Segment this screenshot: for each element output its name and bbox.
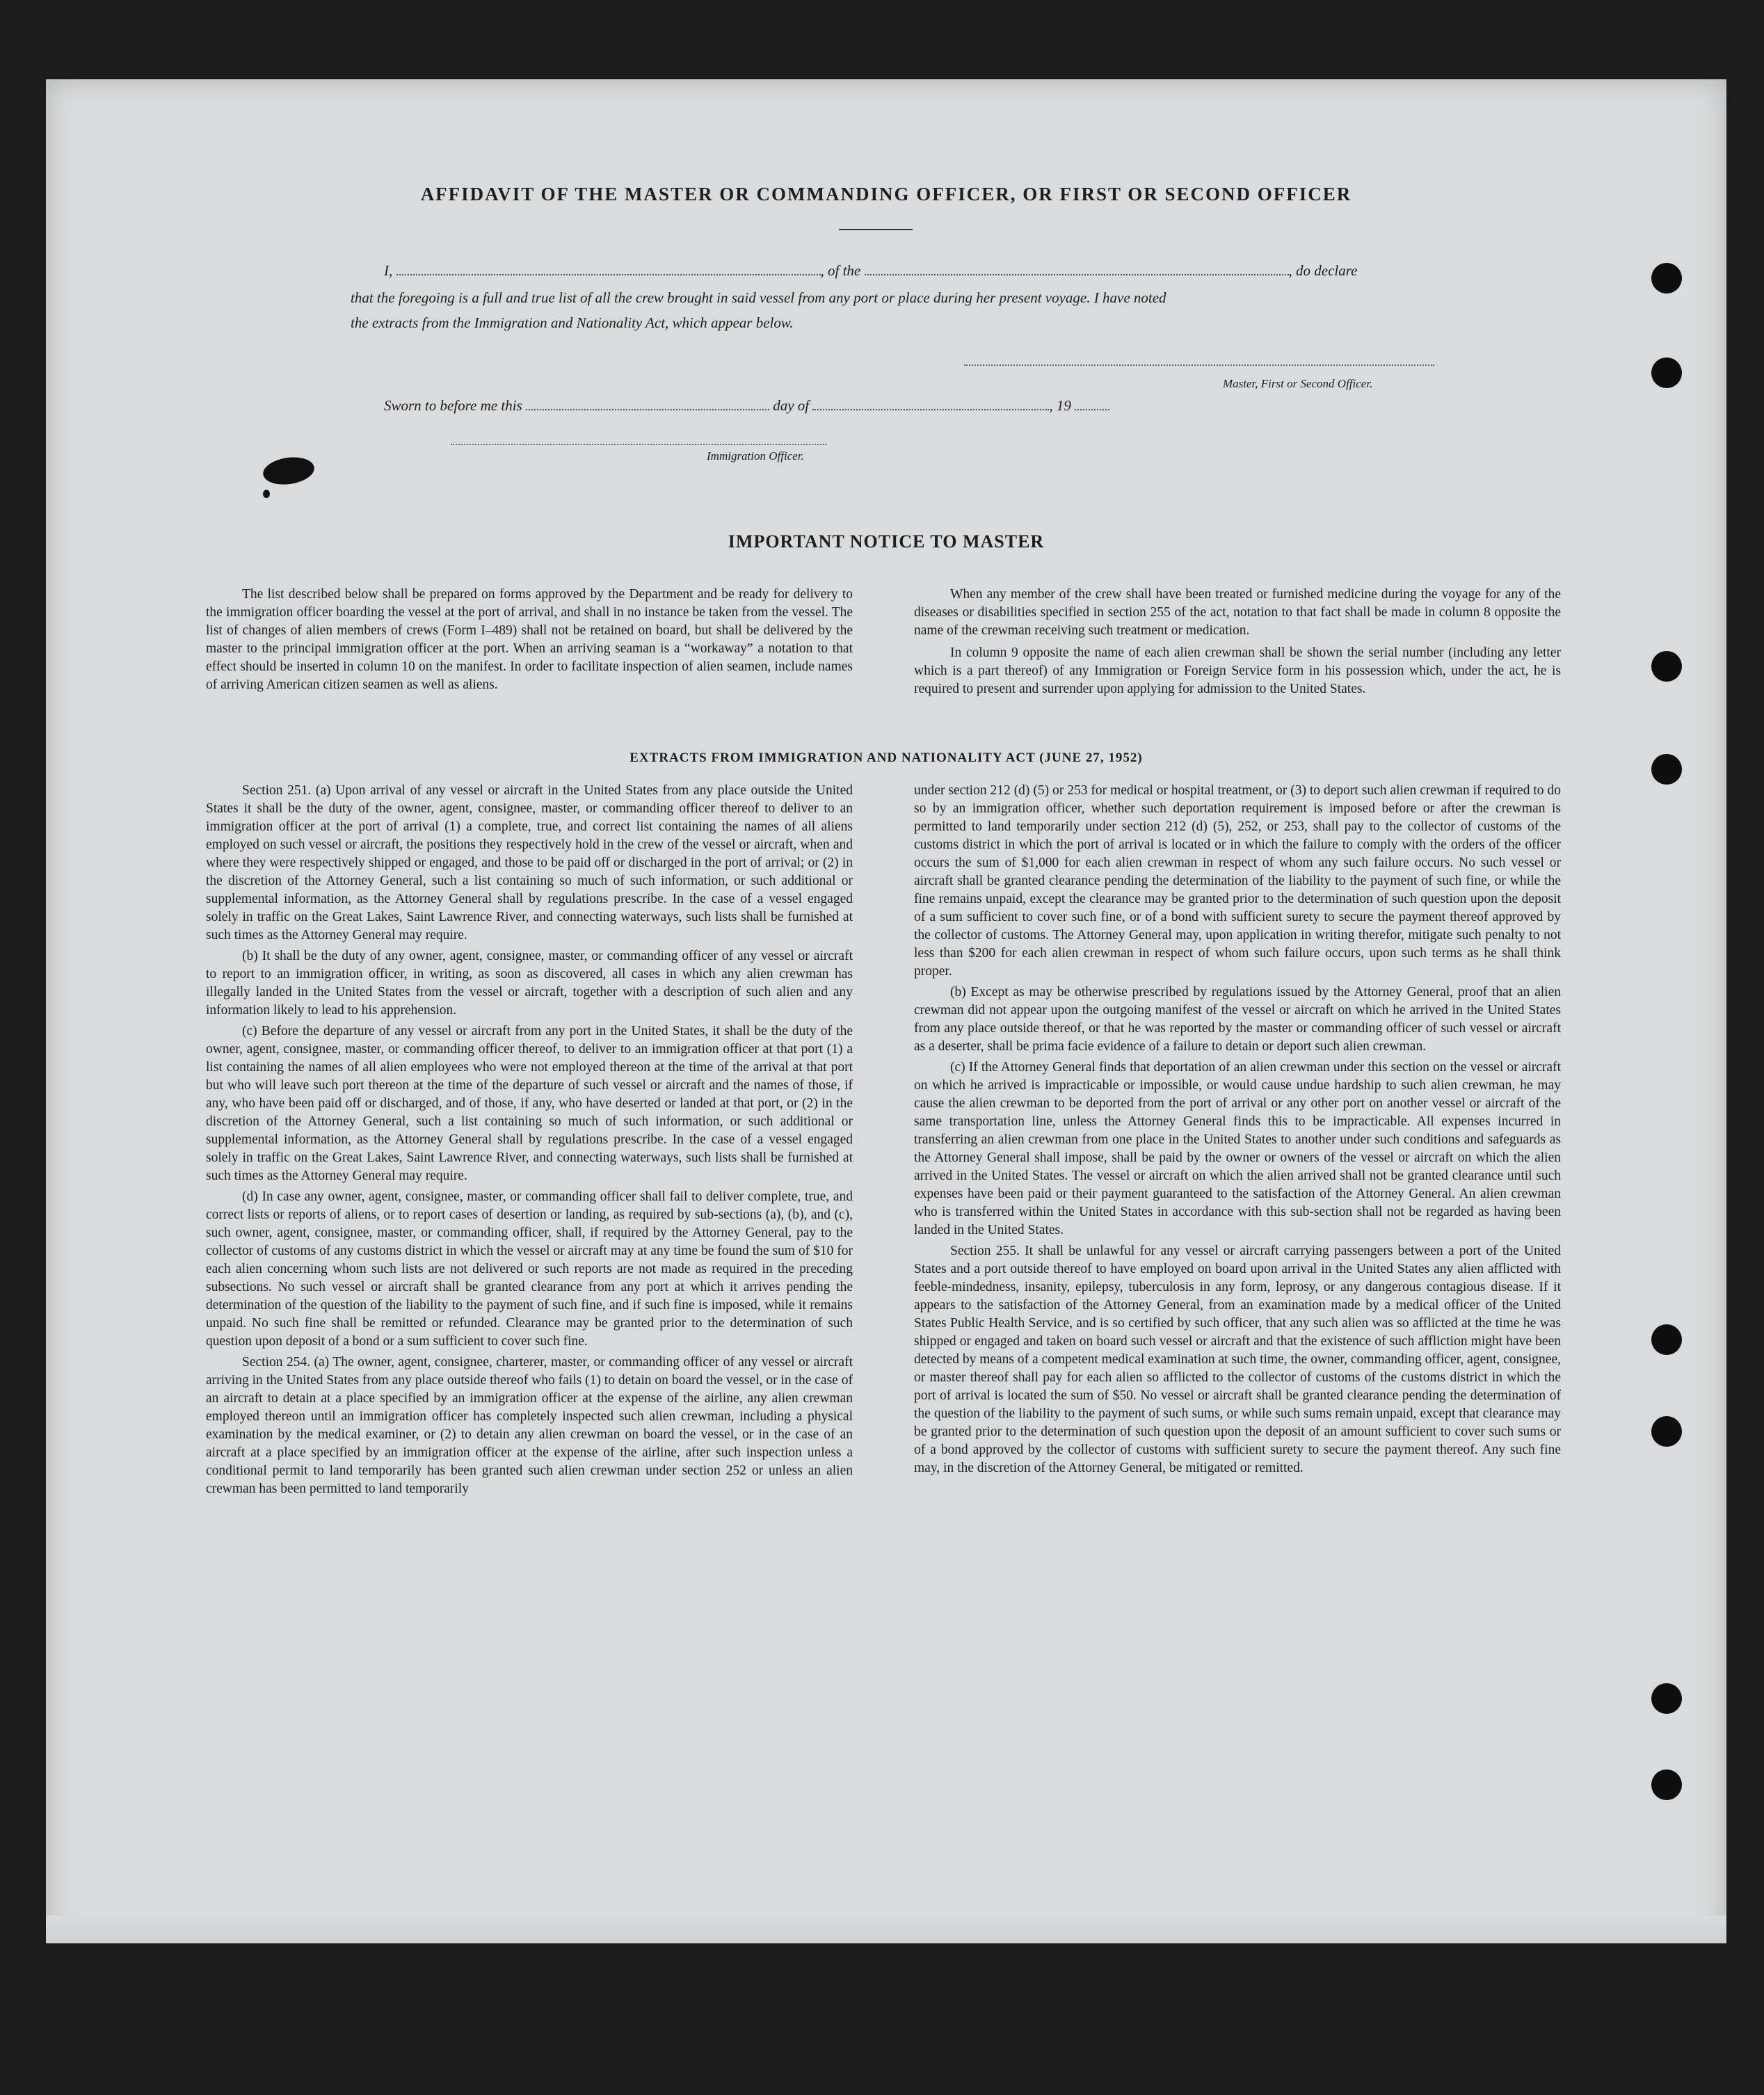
document-page: [46, 79, 1726, 1943]
section-251b: (b) It shall be the duty of any owner, agent, consignee, master, or commanding officer of any vessel or aircraft to report to an immigration officer, in writing, as soon as discovered, all cases in which any alien crewman has illegally landed in the United States from the vessel or aircraft, together with a description of such alien and any information likely to lead to his apprehension.: [206, 949, 853, 1018]
sworn-label: Sworn to before me this: [384, 397, 522, 414]
punch-hole: [1651, 358, 1682, 388]
declaration-line-1: that the foregoing is a full and true list of all the crew brought in said vessel from any port or place during her present voyage. I have noted: [351, 289, 1166, 306]
name-blank[interactable]: [396, 262, 821, 275]
year-label: , 19: [1049, 397, 1071, 414]
immigration-officer-caption: Immigration Officer.: [707, 449, 804, 463]
affidavit-title: AFFIDAVIT OF THE MASTER OR COMMANDING OFFICER, OR FIRST OR SECOND OFFICER: [420, 184, 1352, 204]
notice-paragraph: When any member of the crew shall have been treated or furnished medicine during the voyage for any of the diseases or disabilities specified in section 255 of the act, notation to that fact shall be made in column 8 opposite the name of the crewman receiving such treatment or medication.: [914, 587, 1561, 638]
notice-right-column: [914, 586, 1561, 701]
ink-blot: [262, 454, 316, 488]
section-251d: (d) In case any owner, agent, consignee, master, or commanding officer shall fail to deliver complete, true, and correct lists or reports of aliens, or to report cases of desertion or landing, as required by sub-sections (a), (b), and (c), such owner, agent, consignee, master, or commanding officer, shall, if required by the Attorney General, pay to the collector of customs of any customs district in which the vessel or aircraft may at any time be found the sum of $10 for each alien concerning whom such lists are not delivered or such reports are not made as required in the preceding subsections. No such vessel or aircraft shall be granted clearance from any port at which it arrives pending the determination of the question of the liability to the payment of such fine, and if such fine is imposed, while it remains unpaid. No such fine shall be remitted or refunded. Clearance may be granted prior to the determination of such question upon deposit of a bond or a sum sufficient to cover such fine.: [206, 1189, 853, 1349]
extracts-right-column: [914, 782, 1561, 1480]
notice-paragraph: The list described below shall be prepared on forms approved by the Department and be ready for delivery to the immigration officer boarding the vessel at the port of arrival, and shall in no instance be taken from the vessel. The list of changes of alien members of crews (Form I–489) shall not be retained on board, but shall be delivered by the master to the principal immigration officer at the port. When an arriving seaman is a “workaway” a notation to that effect should be inserted in column 10 on the manifest. In order to facilitate inspection of alien seamen, include names of arriving American citizen seamen as well as aliens.: [206, 587, 853, 692]
punch-hole: [1651, 1683, 1682, 1714]
notice-paragraph: In column 9 opposite the name of each alien crewman shall be shown the serial number (including any letter which is a part thereof) of any Immigration or Foreign Service form in his possession which, under the act, he is required to present and surrender upon applying for admission to the United States.: [914, 645, 1561, 696]
master-caption: Master, First or Second Officer.: [1223, 377, 1373, 390]
officer-signature-line[interactable]: [451, 444, 826, 445]
sworn-month-blank[interactable]: [812, 396, 1049, 410]
section-254a-cont: under section 212 (d) (5) or 253 for medical or hospital treatment, or (3) to deport such alien crewman if required to do so by an immigration officer, whether such deportation requirement is imposed before or after the crewman is permitted to land temporarily under section 212 (d) (5), 252, or 253, shall pay to the collector of customs of the customs district in which the port of arrival is located or in which the failure to comply with the orders of the officer occurs the sum of $1,000 for each alien crewman in respect of whom any such failure occurs. No such vessel or aircraft shall be granted clearance pending the determination of the liability to the payment of such fine, or while the fine remains unpaid, except the clearance may be granted prior to the determination of such question upon the deposit of a sum sufficient to cover such fine, or of a bond with sufficient surety to secure the payment thereof approved by the collector of customs. The Attorney General may, upon application in writing therefor, mitigate such penalty to not less than $200 for each alien crewman in respect of whom such failure occurs, upon such terms as he shall think proper.: [914, 783, 1561, 979]
master-signature-line[interactable]: [964, 364, 1434, 366]
section-251c: (c) Before the departure of any vessel or aircraft from any port in the United States, it shall be the duty of the owner, agent, consignee, master, or commanding officer thereof, to deliver to an immigration officer at that port (1) a list containing the names of all alien employees who were not employed thereon at the time of the arrival at that port but who will leave such port thereon at the time of the departure of such vessel or aircraft and the names of those, if any, who have been paid off or discharged, and of those, if any, who have deserted or landed at that port, or (2) in the discretion of the Attorney General, such a list containing so much of such information, or such additional or supplemental information, as the Attorney General shall by regulations prescribe. In the case of a vessel engaged solely in traffic on the Great Lakes, Saint Lawrence River, and connecting waterways, such lists shall be furnished at such times as the Attorney General may require.: [206, 1024, 853, 1183]
punch-hole: [1651, 651, 1682, 682]
punch-hole: [1651, 1769, 1682, 1800]
punch-hole: [1651, 1416, 1682, 1447]
vessel-blank[interactable]: [865, 262, 1289, 275]
section-251a: Section 251. (a) Upon arrival of any vessel or aircraft in the United States from any place outside the United States it shall be the duty of the owner, agent, consignee, master, or commanding officer thereof to deliver to an immigration officer at the port of arrival (1) a complete, true, and correct list containing the names of all aliens employed on such vessel or aircraft, the positions they respectively hold in the crew of the vessel or aircraft, when and where they were respectively shipped or engaged, and those to be paid off or discharged in the port of arrival; or (2) in the discretion of the Attorney General, such a list containing so much of such information, or such additional or supplemental information, as the Attorney General shall by regulations prescribe. In the case of a vessel engaged solely in traffic on the Great Lakes, Saint Lawrence River, and connecting waterways, such lists shall be furnished at such times as the Attorney General may require.: [206, 783, 853, 942]
punch-hole: [1651, 263, 1682, 294]
section-254c: (c) If the Attorney General finds that deportation of an alien crewman under this section on the vessel or aircraft on which he arrived is impracticable or impossible, or would cause undue hardship to such alien crewman, he may cause the alien crewman to be deported from the port of arrival or any other port on another vessel or aircraft of the same transportation line, unless the Attorney General finds this to be impracticable. All expenses incurred in transferring an alien crewman from one place in the United States to another under such conditions and safeguards as the Attorney General shall impose, shall be paid by the owner or owners of the vessel or aircraft on which the alien arrived in the United States. The vessel or aircraft on which the alien arrived shall not be granted clearance until such expenses have been paid or their payment guaranteed to the satisfaction of the Attorney General. An alien crewman who is transferred within the United States in accordance with this sub-section shall not be regarded as having been landed in the United States.: [914, 1060, 1561, 1237]
extracts-left-column: [206, 782, 853, 1501]
punch-hole: [1651, 1324, 1682, 1355]
title-divider: [839, 229, 913, 230]
of-the-label: , of the: [820, 262, 861, 279]
section-255: Section 255. It shall be unlawful for any vessel or aircraft carrying passengers between a port of the United States and a port outside thereof to have employed on board upon arrival in the United States any alien afflicted with feeble-mindedness, insanity, epilepsy, tuberculosis in any form, leprosy, or any dangerous contagious disease. If it appears to the satisfaction of the Attorney General, from an examination made by a medical officer of the United States Public Health Service, and is so certified by such officer, that any such alien was so afflicted at the time he was shipped or engaged and taken on board such vessel or aircraft and that the existence of such affliction might have been detected by means of a competent medical examination at such time, the owner, commanding officer, agent, consignee, or master thereof shall pay for each alien so afflicted to the collector of customs of the customs district in which the port of arrival is located the sum of $50. No vessel or aircraft shall be granted clearance pending the determination of the question of the liability to the payment of such sums, or while such sums remain unpaid, except that clearance may be granted prior to the determination of such question upon the deposit of an amount sufficient to cover such sums or of a bond approved by the collector of customs with sufficient surety to secure the payment thereof. Any such fine may, in the discretion of the Attorney General, be mitigated or remitted.: [914, 1244, 1561, 1475]
notice-left-column: [206, 586, 853, 697]
section-254b: (b) Except as may be otherwise prescribed by regulations issued by the Attorney General, proof that an alien crewman did not appear upon the outgoing manifest of the vessel or aircraft on which he arrived in the United States from any place outside thereof, or that he was reported by the master or commanding officer of such vessel or aircraft as a deserter, shall be prima facie evidence of a failure to detain or deport such alien crewman.: [914, 985, 1561, 1054]
sworn-line: [384, 396, 1109, 415]
ink-blot: [263, 490, 270, 498]
sworn-day-blank[interactable]: [526, 396, 769, 410]
affidavit-i-label: I,: [384, 262, 393, 279]
declaration-line-2: the extracts from the Immigration and Nationality Act, which appear below.: [351, 314, 794, 331]
extracts-title: EXTRACTS FROM IMMIGRATION AND NATIONALITY ACT (JUNE 27, 1952): [630, 750, 1143, 765]
sworn-year-blank[interactable]: [1075, 396, 1109, 410]
do-declare-label: , do declare: [1288, 262, 1358, 279]
affidavit-name-line: [384, 262, 1357, 280]
section-254a: Section 254. (a) The owner, agent, consignee, charterer, master, or commanding officer of any vessel or aircraft arriving in the United States from any place outside thereof who fails (1) to detain on board the vessel, or in the case of an aircraft to detain at a place specified by an immigration officer at the expense of the airline, any alien crewman employed thereon until an immigration officer has completely inspected such alien crewman, including a physical examination by the medical examiner, or (2) to detain any alien crewman on board the vessel, or in the case of an aircraft at a place specified by an immigration officer at the expense of the airline, after such inspection unless a conditional permit to land temporarily has been granted such alien crewman under section 252 or unless an alien crewman has been permitted to land temporarily: [206, 1355, 853, 1496]
notice-title: IMPORTANT NOTICE TO MASTER: [728, 531, 1045, 552]
day-of-label: day of: [773, 397, 810, 414]
